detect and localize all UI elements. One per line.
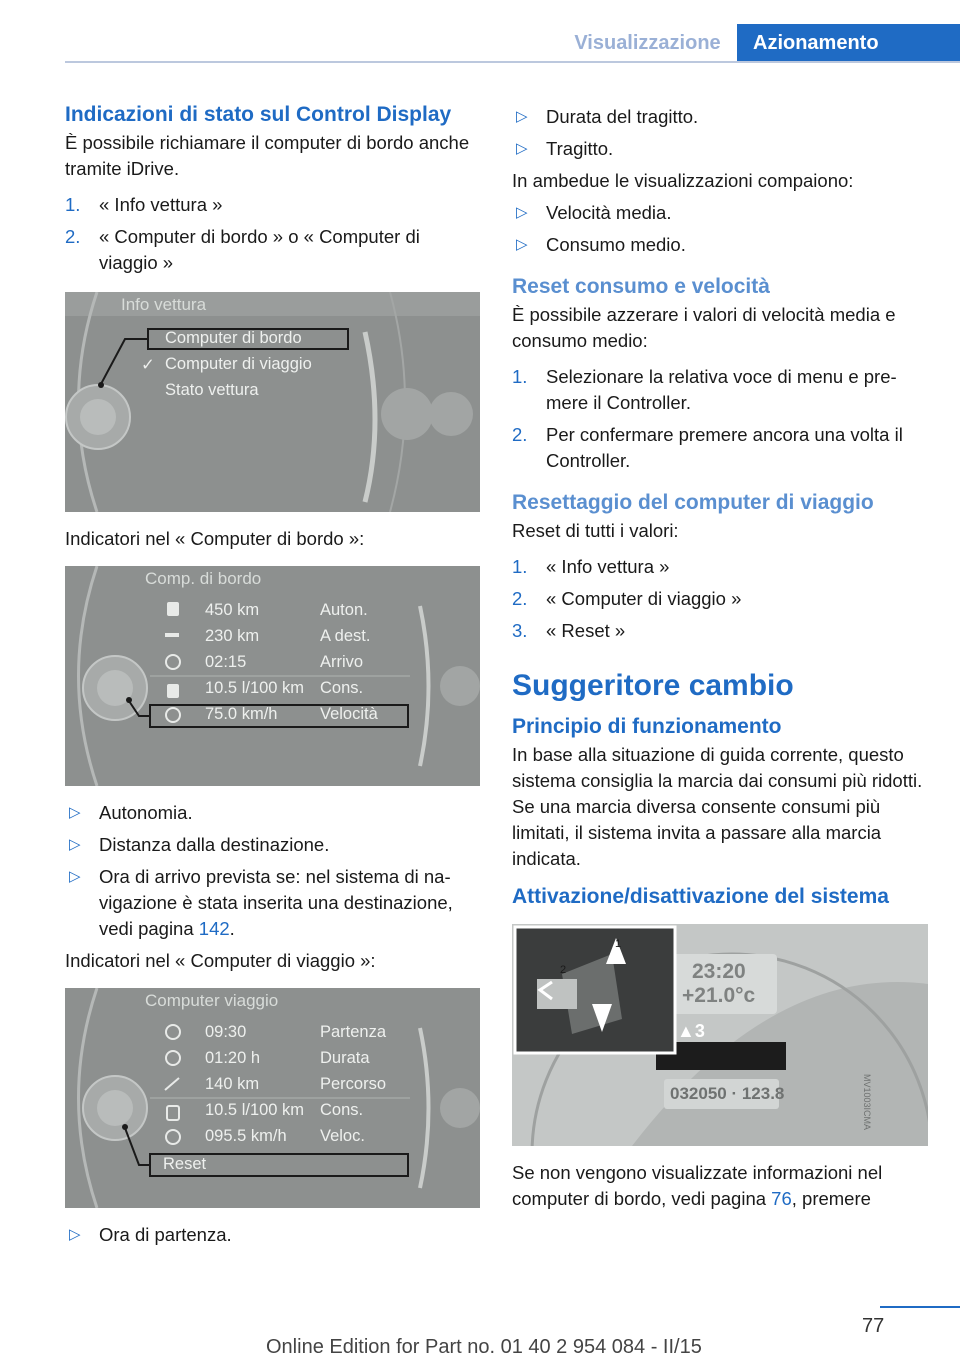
screen-title: Computer viaggio bbox=[145, 991, 279, 1010]
row-value: 02:15 bbox=[205, 653, 247, 671]
row-label: Cons. bbox=[320, 679, 364, 697]
menu-item-stato-vettura: Stato vettura bbox=[165, 381, 259, 399]
principle-heading: Principio di funzionamento bbox=[512, 715, 782, 738]
bullets-computer-di-viaggio bbox=[65, 1222, 480, 1248]
activation-heading: Attivazione/disattivazione del sistema bbox=[512, 885, 889, 908]
row-label: Partenza bbox=[320, 1023, 387, 1041]
right-column bbox=[512, 104, 932, 1212]
steps-list bbox=[65, 192, 480, 276]
menu-item-computer-di-bordo: Computer di bordo bbox=[165, 329, 302, 347]
row-label: Veloc. bbox=[320, 1127, 365, 1145]
caption-computer-di-viaggio: Indicatori nel « Computer di viaggio »: bbox=[65, 950, 376, 971]
gear-indicator: ▲3 bbox=[677, 1021, 705, 1041]
computer-di-bordo-screenshot bbox=[65, 566, 480, 786]
row-value: 10.5 l/100 km bbox=[205, 679, 305, 697]
status-heading: Indicazioni di stato sul Control Display bbox=[65, 103, 452, 126]
list-item: ▷ Durata del tragitto. bbox=[516, 106, 699, 127]
screen-title: Info vettura bbox=[121, 295, 207, 314]
header-rule bbox=[65, 61, 960, 63]
arrow-label-1: 1 bbox=[615, 938, 622, 950]
computer-di-viaggio-screenshot bbox=[65, 988, 480, 1208]
list-item: 1. « Info vettura » bbox=[512, 556, 670, 577]
instrument-cluster-photo bbox=[512, 924, 928, 1146]
reset-heading: Reset consumo e velocità bbox=[512, 275, 770, 298]
trip-reset-heading: Resettaggio del computer di viaggio bbox=[512, 491, 874, 514]
left-column bbox=[65, 100, 480, 1254]
row-label: A dest. bbox=[320, 627, 371, 645]
temperature-display: +21.0°c bbox=[682, 984, 756, 1007]
row-label: Arrivo bbox=[320, 653, 364, 671]
list-item: 1. « Info vettura » bbox=[65, 194, 223, 215]
screen-title: Comp. di bordo bbox=[145, 569, 262, 588]
odometer-display: 032050 · 123.8 bbox=[670, 1084, 785, 1103]
row-value: 09:30 bbox=[205, 1023, 247, 1041]
gear-shift-title: Suggeritore cambio bbox=[512, 669, 794, 702]
both-displays-text: In ambedue le visualizzazioni compaiono: bbox=[512, 170, 854, 191]
list-item: ▷ Autonomia. bbox=[69, 802, 193, 823]
edition-footer: Online Edition for Part no. 01 40 2 954 084 - II/15 bbox=[266, 1336, 702, 1358]
list-item: ▷ Consumo medio. bbox=[516, 234, 686, 255]
list-item: ▷ Tragitto. bbox=[516, 138, 614, 159]
row-value: 230 km bbox=[205, 627, 260, 645]
page-link[interactable]: 76 bbox=[771, 1188, 792, 1209]
bullets-computer-di-bordo bbox=[65, 800, 480, 942]
row-value: 450 km bbox=[205, 601, 260, 619]
clock-display: 23:20 bbox=[692, 960, 746, 983]
trip-reset-steps bbox=[512, 554, 932, 644]
list-item: ▷ Ora di partenza. bbox=[69, 1224, 232, 1245]
list-item: ▷ Ora di arrivo prevista se: nel sistema di navigazione è stata inserita una destinazione, vedi pagina 142. bbox=[69, 866, 453, 939]
intro-text: È possibile richiamare il computer di bordo anche tramite iDrive. bbox=[65, 132, 470, 179]
check-icon: ✓ bbox=[141, 356, 155, 374]
footer-rule bbox=[880, 1306, 960, 1308]
row-value: 095.5 km/h bbox=[205, 1127, 287, 1145]
row-value: 01:20 h bbox=[205, 1049, 261, 1067]
menu-item-computer-di-viaggio: Computer di viaggio bbox=[165, 355, 312, 373]
final-text: Se non vengono visualizzate informazioni nel computer di bordo, vedi pagina 76, premere bbox=[512, 1162, 883, 1209]
row-label: Auton. bbox=[320, 601, 368, 619]
row-label: Durata bbox=[320, 1049, 370, 1067]
reset-intro: È possibile azzerare i valori di velocità media e consumo medio: bbox=[512, 304, 896, 351]
row-value: 75.0 km/h bbox=[205, 705, 278, 723]
row-value: 140 km bbox=[205, 1075, 260, 1093]
row-label: Cons. bbox=[320, 1101, 364, 1119]
list-item: 1. Selezionare la relativa voce di menu e premere il Controller. bbox=[512, 366, 897, 413]
caption-computer-di-bordo: Indicatori nel « Computer di bordo »: bbox=[65, 528, 365, 549]
list-item: 2. Per confermare premere ancora una volta il Controller. bbox=[512, 424, 903, 471]
arrow-label-2: 2 bbox=[560, 964, 567, 976]
list-item: ▷ Velocità media. bbox=[516, 202, 672, 223]
row-label: Percorso bbox=[320, 1075, 387, 1093]
reset-item: Reset bbox=[163, 1155, 207, 1173]
bullets-both bbox=[512, 200, 932, 258]
section-tab[interactable]: Visualizzazione bbox=[574, 32, 721, 54]
principle-text: In base alla situazione di guida corrente, questo sistema consiglia la marcia dai consumi più ridotti. Se una marcia diversa consente consumi più limitati, il sistema invita a passare alla marcia indicata. bbox=[512, 744, 923, 869]
page-header bbox=[0, 0, 960, 64]
list-item: ▷ Distanza dalla destinazione. bbox=[69, 834, 330, 855]
list-item: 3. « Reset » bbox=[512, 620, 626, 641]
bullets-trip bbox=[512, 104, 932, 162]
chapter-tab[interactable]: Azionamento bbox=[737, 24, 960, 62]
row-label: Velocità bbox=[320, 705, 378, 723]
info-vettura-screenshot bbox=[65, 292, 480, 512]
reset-steps bbox=[512, 364, 932, 474]
row-value: 10.5 l/100 km bbox=[205, 1101, 305, 1119]
list-item: 2. « Computer di viaggio » bbox=[512, 588, 742, 609]
page-link[interactable]: 142 bbox=[198, 918, 230, 939]
trip-reset-intro: Reset di tutti i valori: bbox=[512, 520, 679, 541]
page-number: 77 bbox=[862, 1315, 885, 1337]
list-item: 2. « Computer di bordo » o « Computer di viaggio » bbox=[65, 226, 420, 273]
image-code: MV1003ICMA bbox=[862, 1074, 872, 1131]
